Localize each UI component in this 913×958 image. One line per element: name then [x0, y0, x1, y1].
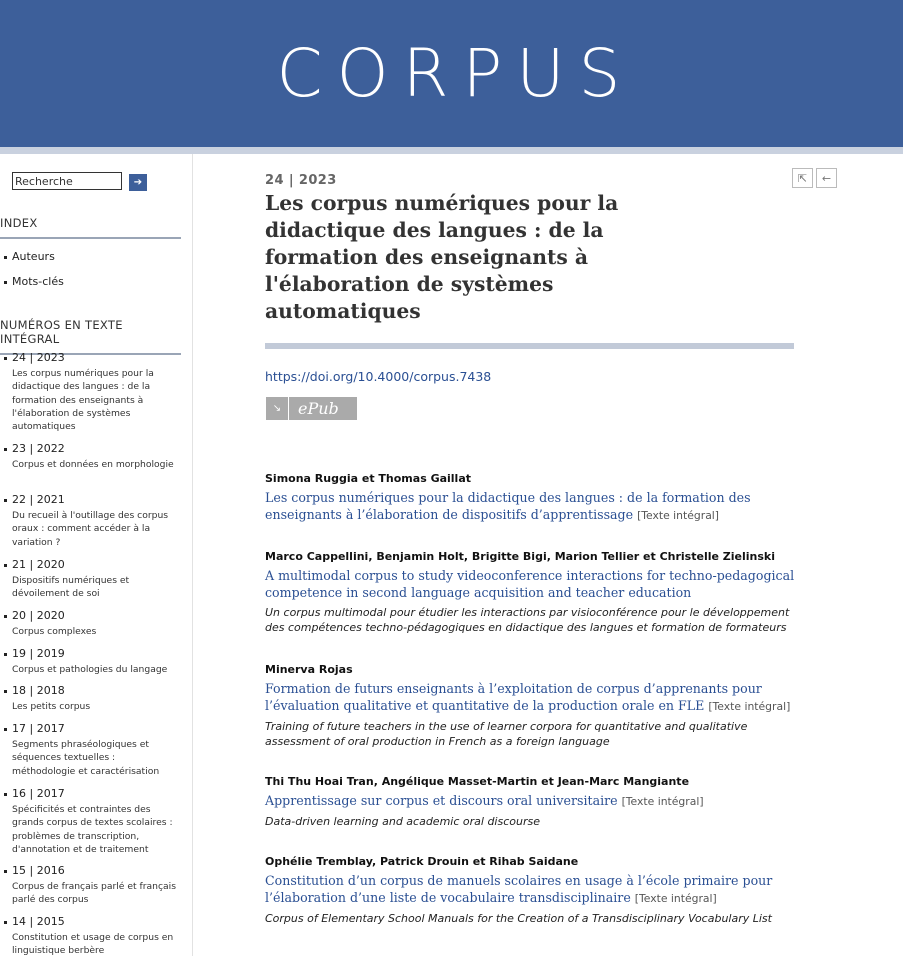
article-authors[interactable]: Minerva Rojas [265, 663, 353, 676]
sidebar-link-label: Auteurs [12, 250, 55, 263]
article-title-block [265, 489, 805, 524]
article-translation: Un corpus multimodal pour étudier les interactions par visioconférence pour le développement des compétences techno-pédagogiques en didactique des langues et formation de formateurs [265, 606, 790, 634]
full-text-link[interactable]: [Texte intégral] [634, 892, 717, 905]
issue-item[interactable] [4, 647, 179, 676]
bullet-icon [4, 448, 7, 451]
issues-heading: NUMÉROS EN TEXTE INTÉGRAL [0, 318, 181, 355]
article-title-block [265, 680, 805, 715]
issue-number [4, 442, 179, 455]
issue-number-label[interactable]: 24 | 2023 [12, 351, 65, 364]
article-title-link[interactable]: Apprentissage sur corpus et discours oral universitaire [265, 793, 618, 808]
issue-title[interactable]: Corpus de français parlé et français parlé des corpus [12, 881, 177, 906]
bullet-icon [4, 499, 7, 502]
search-input[interactable] [12, 172, 122, 190]
issue-item[interactable] [4, 493, 179, 549]
issue-item[interactable] [4, 609, 179, 638]
article-authors[interactable]: Thi Thu Hoai Tran, Angélique Masset-Martin et Jean-Marc Mangiante [265, 775, 690, 788]
issue-number [4, 684, 179, 697]
article-title-block [265, 567, 805, 601]
issue-number [4, 558, 179, 571]
article-entry [265, 855, 805, 926]
article-title-link[interactable]: Formation de futurs enseignants à l’exploitation de corpus d’apprenants pour l’évaluation qualitative et quantitative de la production orale en FLE [265, 681, 762, 713]
nav-up-button[interactable] [792, 168, 813, 188]
issue-number-label[interactable]: 21 | 2020 [12, 558, 65, 571]
issue-title[interactable]: Les corpus numériques pour la didactique des langues : de la formation des enseignants à l'élaboration de systèmes automatiques [12, 368, 154, 433]
article-translation: Data-driven learning and academic oral discourse [265, 815, 540, 828]
article-authors[interactable]: Marco Cappellini, Benjamin Holt, Brigitte Bigi, Marion Tellier et Christelle Zielinski [265, 550, 775, 563]
bullet-icon [4, 357, 7, 360]
issue-number-label[interactable]: 19 | 2019 [12, 647, 65, 660]
issue-title[interactable]: Corpus et pathologies du langage [12, 664, 168, 675]
issue-number [4, 351, 179, 364]
bullet-icon [4, 256, 7, 259]
article-entry [265, 775, 805, 829]
epub-label: ePub [289, 397, 357, 420]
full-text-link[interactable]: [Texte intégral] [637, 509, 720, 522]
issue-number-label[interactable]: 22 | 2021 [12, 493, 65, 506]
issue-label: 24 | 2023 [265, 173, 337, 188]
navigation-buttons [792, 168, 837, 188]
article-entry [265, 663, 805, 749]
bullet-icon [4, 690, 7, 693]
issue-number-label[interactable]: 18 | 2018 [12, 684, 65, 697]
issue-title[interactable]: Corpus complexes [12, 626, 97, 637]
bullet-icon [4, 728, 7, 731]
issue-item[interactable] [4, 864, 179, 907]
issue-number-label[interactable]: 15 | 2016 [12, 864, 65, 877]
article-translation: Training of future teachers in the use of learner corpora for quantitative and qualitative assessment of oral production in French as a foreign language [265, 720, 748, 748]
bullet-icon [4, 653, 7, 656]
issue-title[interactable]: Constitution et usage de corpus en linguistique berbère [12, 932, 174, 957]
issue-number [4, 609, 179, 622]
issue-item[interactable] [4, 442, 179, 471]
issue-title[interactable]: Corpus et données en morphologie [12, 459, 174, 470]
issue-number [4, 722, 179, 735]
article-entry [265, 472, 805, 524]
page-title: Les corpus numériques pour la didactique des langues : de la formation des enseignants à l'élaboration de systèmes automatiques [265, 191, 619, 323]
article-translation: Corpus of Elementary School Manuals for the Creation of a Transdisciplinary Vocabulary List [265, 912, 772, 925]
sidebar [0, 154, 193, 956]
full-text-link[interactable]: [Texte intégral] [621, 795, 704, 808]
issue-item[interactable] [4, 351, 179, 433]
sidebar-link-keywords[interactable] [4, 275, 64, 288]
arrow-up-left-icon: ⇱ [797, 171, 808, 185]
arrow-right-icon: ➔ [133, 177, 143, 188]
epub-download-button[interactable] [266, 397, 357, 420]
bullet-icon [4, 870, 7, 873]
issue-number [4, 787, 179, 800]
issue-item[interactable] [4, 558, 179, 601]
issue-number [4, 647, 179, 660]
issue-item[interactable] [4, 722, 179, 778]
issue-number [4, 915, 179, 928]
header-divider [0, 147, 903, 154]
issue-number-label[interactable]: 17 | 2017 [12, 722, 65, 735]
issue-title[interactable]: Du recueil à l'outillage des corpus oraux : comment accéder à la variation ? [12, 510, 169, 548]
issue-item[interactable] [4, 787, 179, 856]
article-title-link[interactable]: Les corpus numériques pour la didactique des langues : de la formation des enseignants à l’élaboration de dispositifs d’apprentissage [265, 490, 751, 522]
bullet-icon [4, 921, 7, 924]
issue-number-label[interactable]: 20 | 2020 [12, 609, 65, 622]
site-logo[interactable]: CORPUS [276, 35, 635, 112]
article-title-link[interactable]: Constitution d’un corpus de manuels scolaires en usage à l’école primaire pour l’élaboration d’une liste de vocabulaire transdisciplinaire [265, 873, 773, 905]
bullet-icon [4, 793, 7, 796]
article-title-link[interactable]: A multimodal corpus to study videoconference interactions for techno-pedagogical competence in second language acquisition and teacher education [265, 568, 795, 600]
issue-number-label[interactable]: 16 | 2017 [12, 787, 65, 800]
issue-title[interactable]: Dispositifs numériques et dévoilement de soi [12, 575, 130, 600]
bullet-icon [4, 281, 7, 284]
arrow-left-icon: ← [821, 171, 832, 185]
doi-link[interactable]: https://doi.org/10.4000/corpus.7438 [265, 369, 492, 384]
article-authors[interactable]: Simona Ruggia et Thomas Gaillat [265, 472, 472, 485]
article-title-block [265, 792, 805, 810]
issue-title[interactable]: Spécificités et contraintes des grands corpus de textes scolaires : problèmes de transcription, d'annotation et de traitement [12, 804, 173, 855]
issue-number [4, 864, 179, 877]
nav-previous-button[interactable] [816, 168, 837, 188]
article-title-block [265, 872, 805, 907]
issue-number-label[interactable]: 23 | 2022 [12, 442, 65, 455]
issue-title[interactable]: Les petits corpus [12, 701, 91, 712]
search-button[interactable] [129, 174, 147, 191]
bullet-icon [4, 564, 7, 567]
article-entry [265, 550, 805, 635]
title-divider [265, 343, 794, 349]
issue-number-label[interactable]: 14 | 2015 [12, 915, 65, 928]
article-authors[interactable]: Ophélie Tremblay, Patrick Drouin et Rihab Saidane [265, 855, 579, 868]
full-text-link[interactable]: [Texte intégral] [708, 700, 791, 713]
issue-item[interactable] [4, 915, 179, 958]
issue-title[interactable]: Segments phraséologiques et séquences textuelles : méthodologie et caractérisation [12, 739, 160, 777]
bullet-icon [4, 615, 7, 618]
sidebar-link-label: Mots-clés [12, 275, 64, 288]
issue-item[interactable] [4, 684, 179, 713]
sidebar-link-authors[interactable] [4, 250, 55, 263]
issue-number [4, 493, 179, 506]
download-arrow-icon: ↘ [266, 397, 289, 420]
index-heading: INDEX [0, 216, 181, 239]
